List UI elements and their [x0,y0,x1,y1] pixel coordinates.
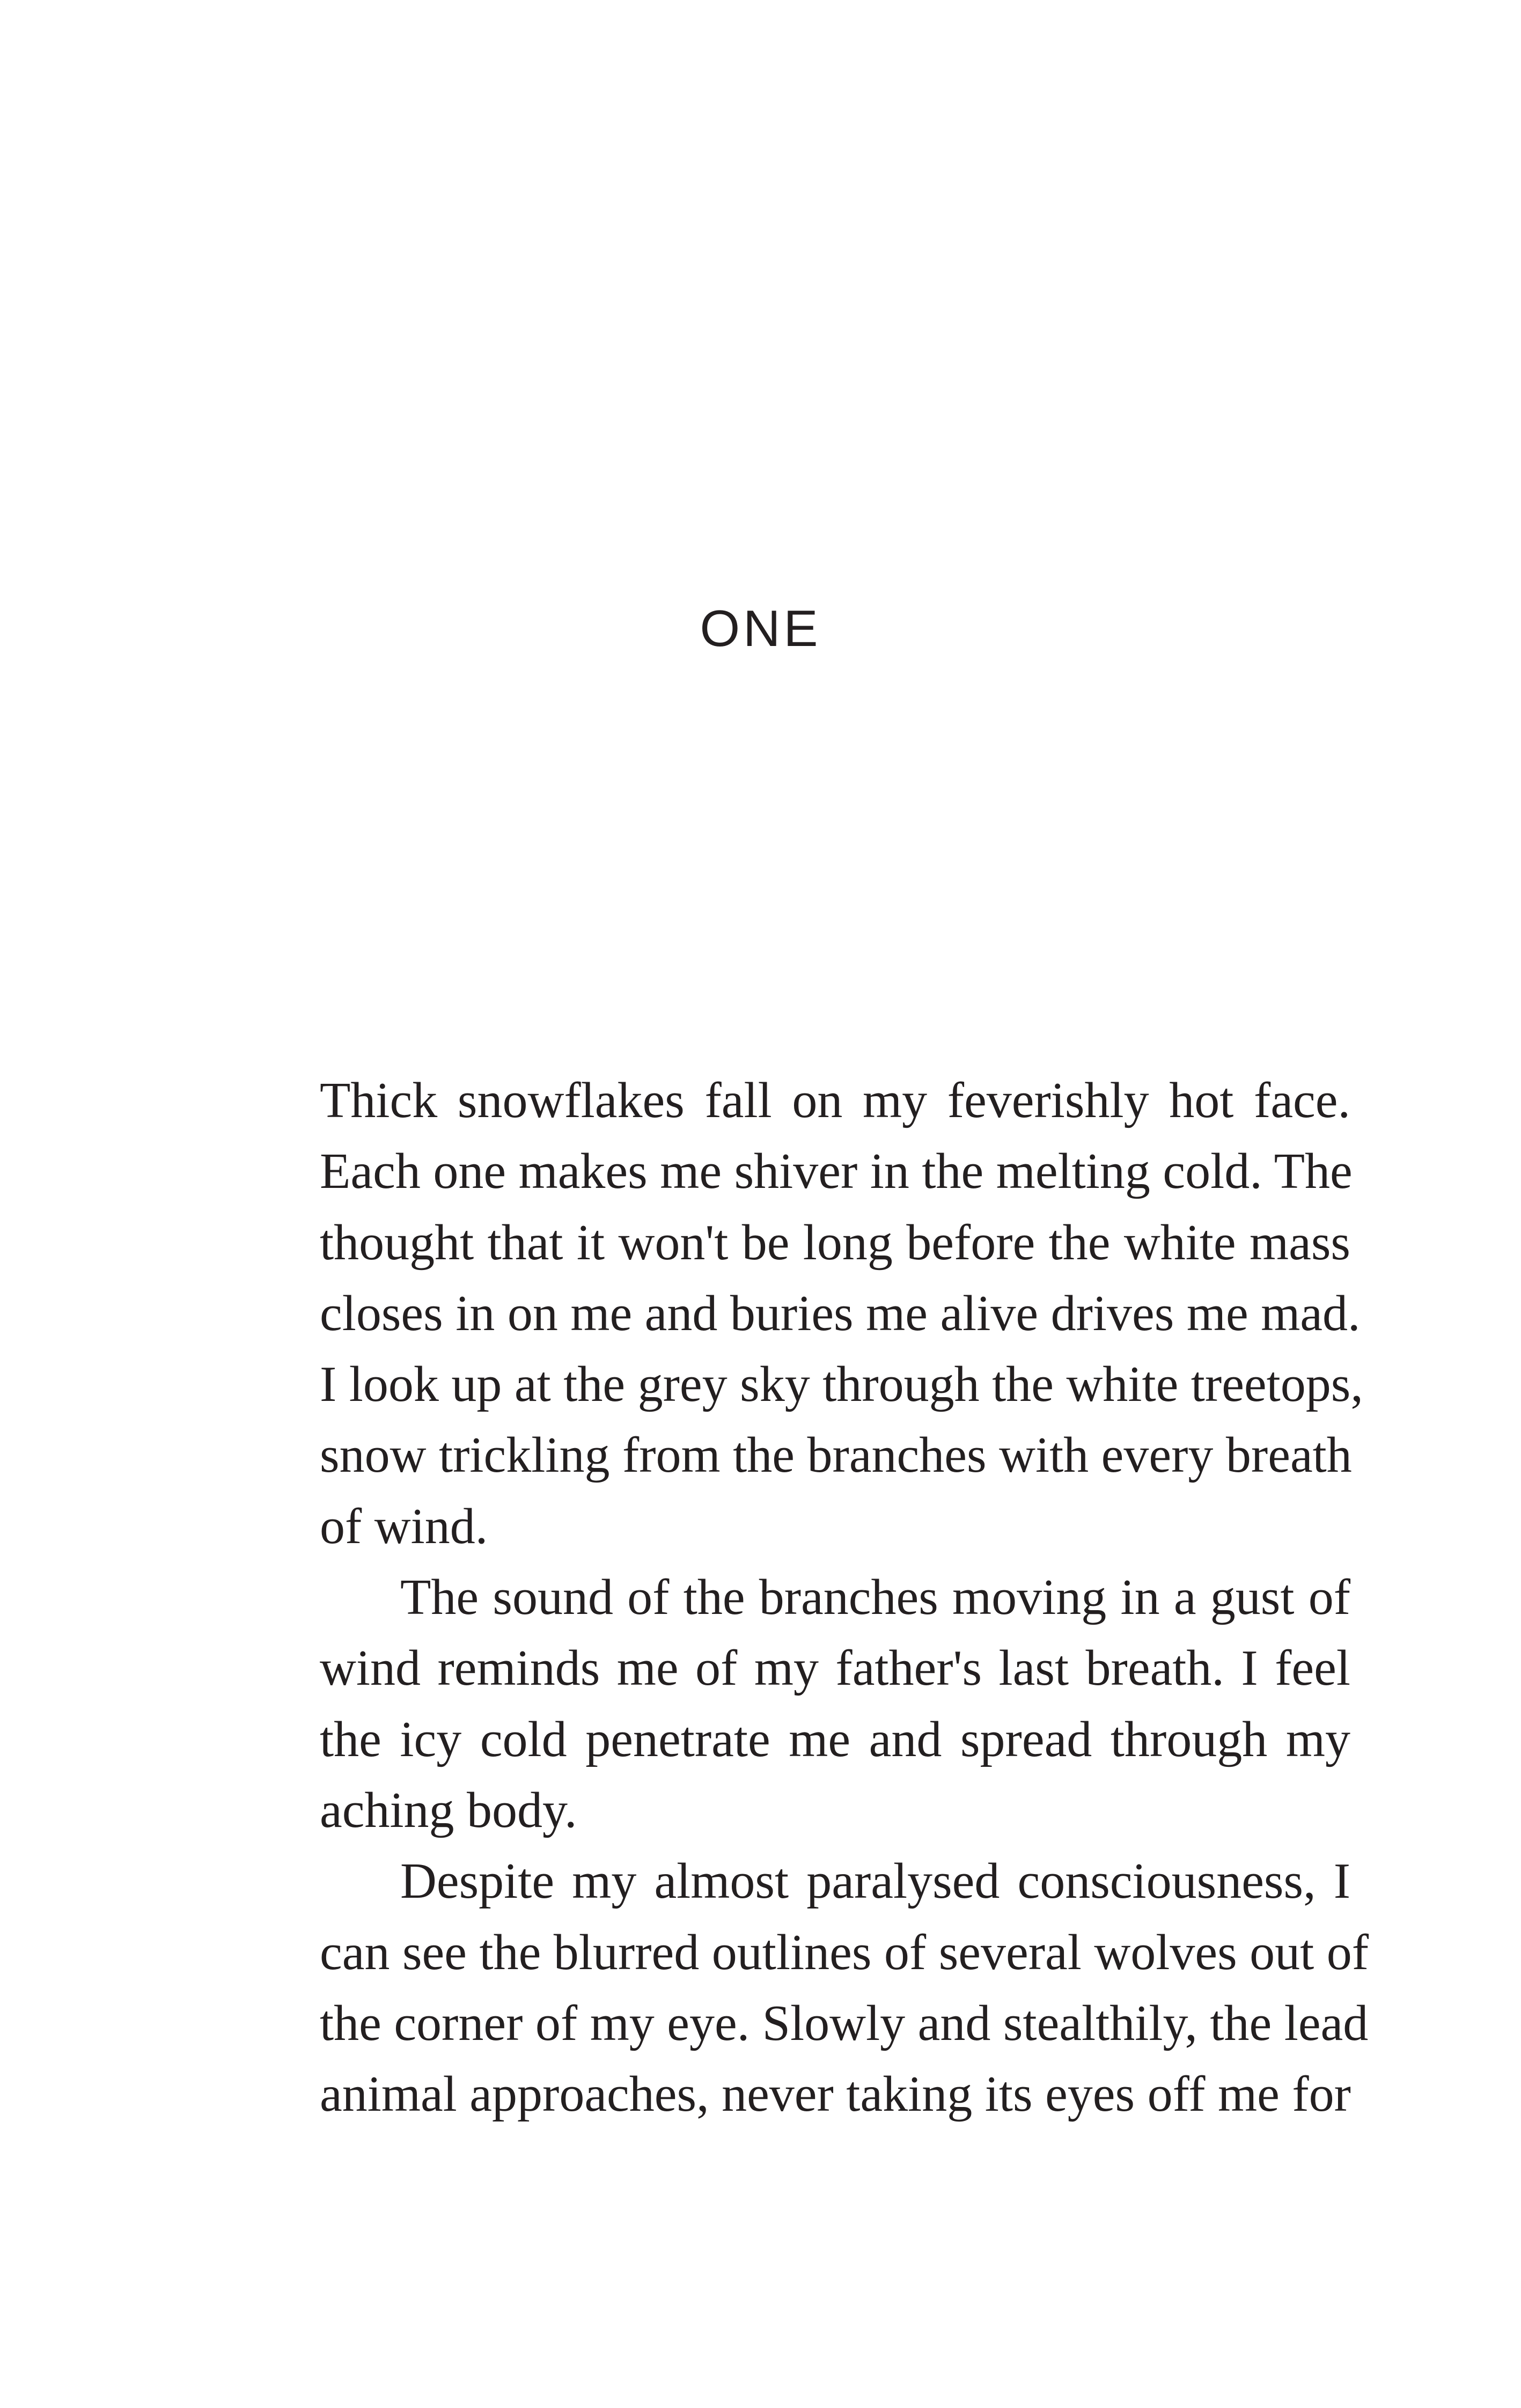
text-line: can see the blurred outlines of several wolves out of [320,1924,1369,1980]
text-line: Thick snowflakes fall on my feverishly hot face. [320,1073,1350,1128]
text-line: Each one makes me shiver in the melting cold. The [320,1143,1353,1200]
text-line: animal approaches, never taking its eyes off me for [320,2066,1351,2123]
text-line: I look up at the grey sky through the white treetops, [320,1356,1363,1413]
text-line: snow trickling from the branches with every breath [320,1427,1352,1484]
text-line: wind reminds me of my father's last breath. I feel [320,1640,1350,1697]
paragraph-3 [320,1846,1369,2130]
chapter-title: ONE [700,600,821,657]
text-line: of wind. [320,1498,488,1554]
text-line: thought that it won't be long before the white mass [320,1214,1350,1271]
text-line: the corner of my eye. Slowly and stealthily, the lead [320,1995,1369,2051]
paragraph-2 [320,1562,1350,1846]
text-line: Despite my almost paralysed consciousness, I [400,1853,1350,1910]
text-line: the icy cold penetrate me and spread through my [320,1711,1350,1767]
text-line: closes in on me and buries me alive drives me mad. [320,1285,1361,1341]
text-line: aching body. [320,1782,577,1838]
text-line: The sound of the branches moving in a gust of [400,1569,1350,1626]
paragraph-1 [320,1065,1363,1562]
chapter-body [320,1065,1369,2130]
